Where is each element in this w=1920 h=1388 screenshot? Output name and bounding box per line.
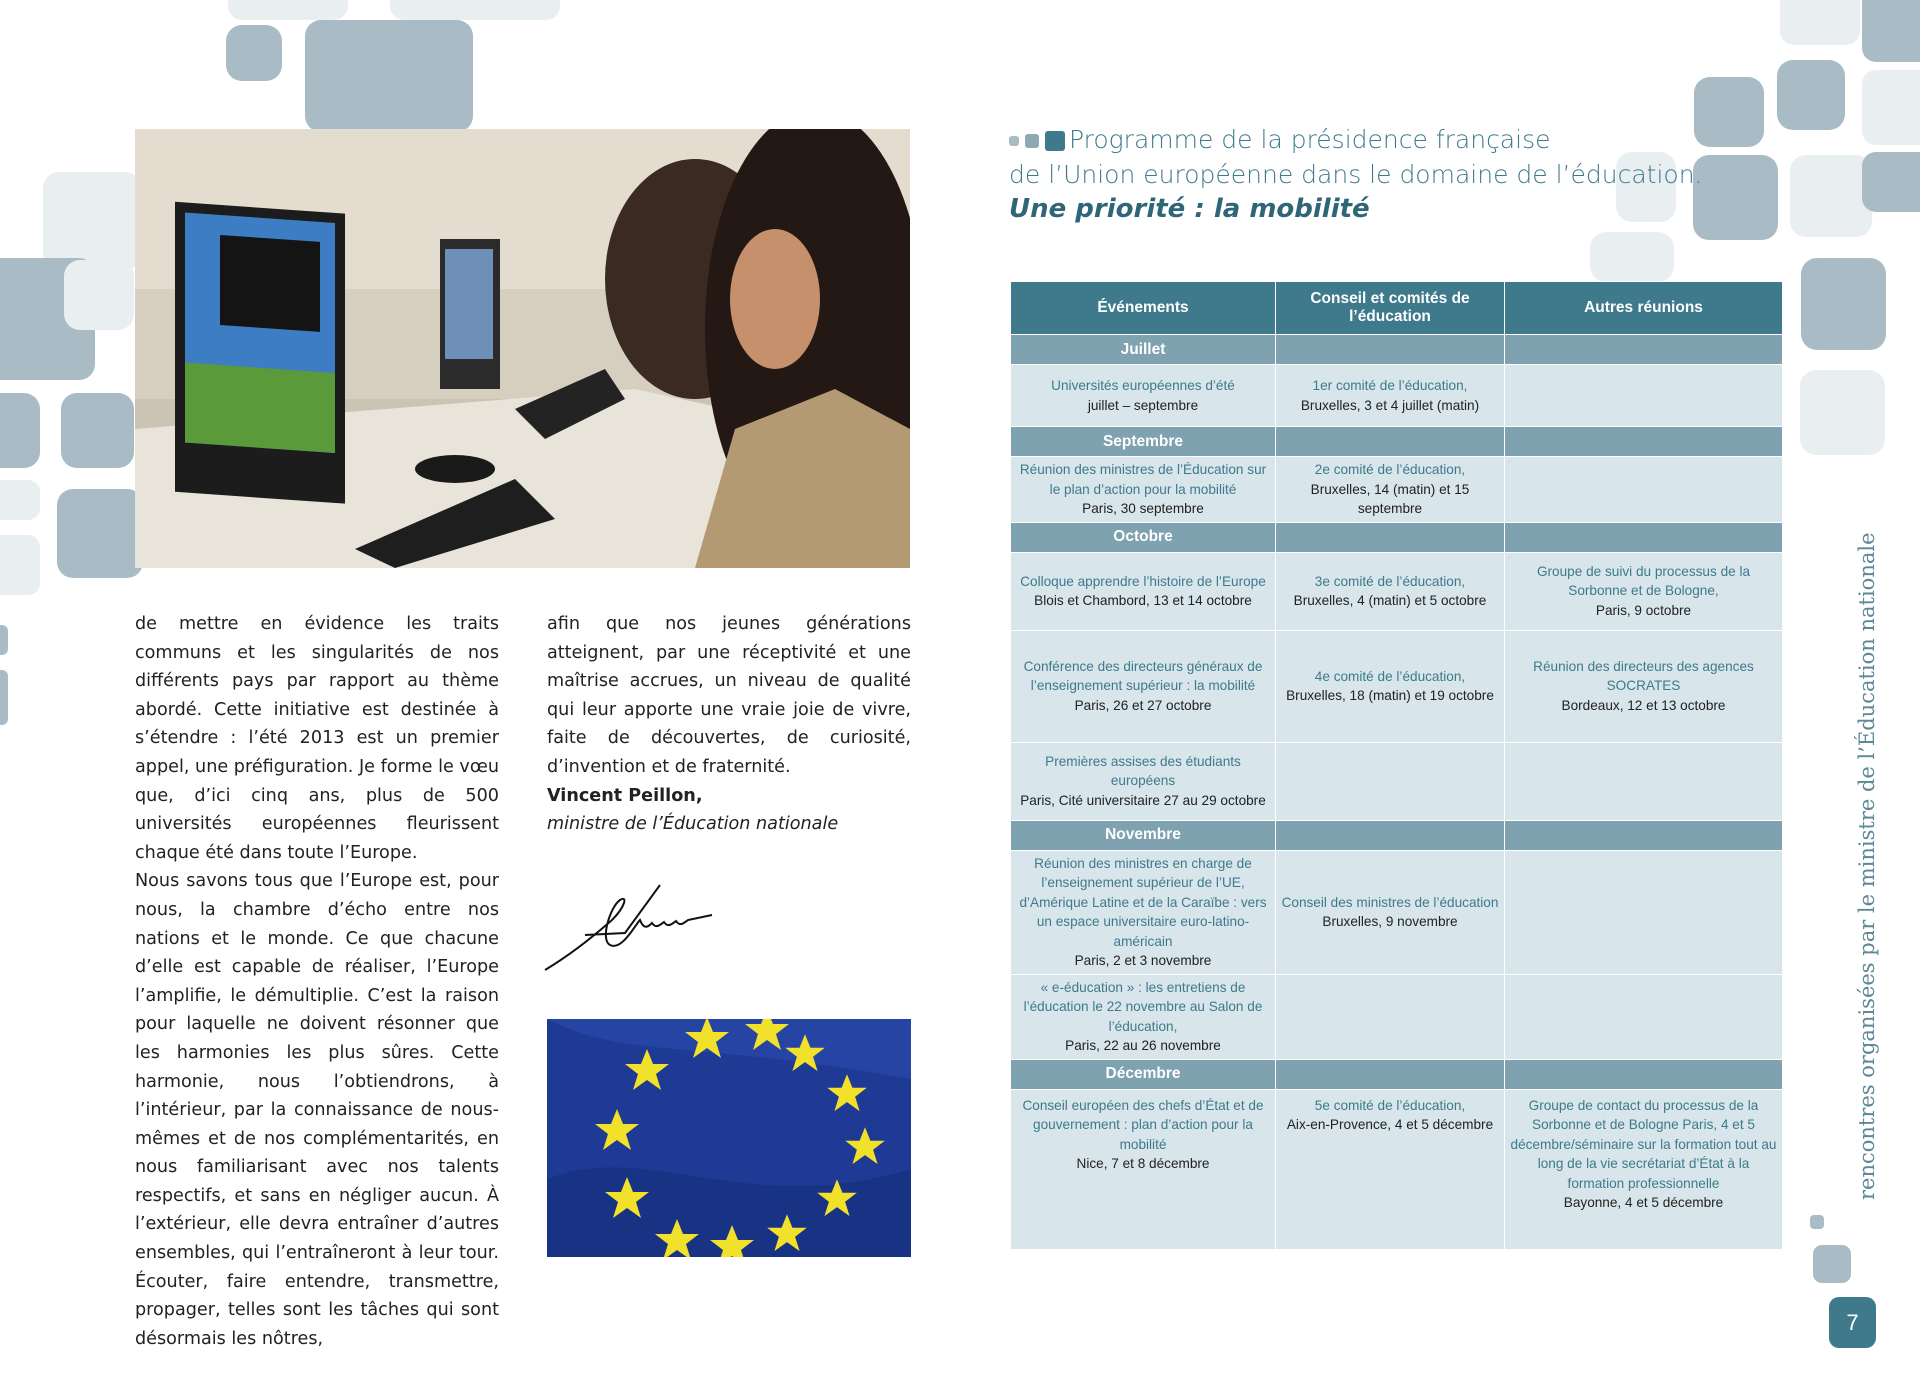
paragraph: de mettre en évidence les traits communs et les singularités de nos différents pays par rapport au thème abordé. Cette initiative est destinée à s’étendre : l’été 2013 est un premier appel, une préfiguration. Je forme le vœu que, d’ici cinq ans, plus de 500 universités européennes fleurissent chaque été dans toute l’Europe. <box>135 614 499 863</box>
table-cell <box>1505 850 1783 974</box>
month-label: Juillet <box>1011 335 1276 365</box>
table-cell <box>1276 1089 1505 1249</box>
month-row <box>1011 427 1783 457</box>
table-row <box>1011 1089 1783 1249</box>
table-cell <box>1011 850 1276 974</box>
table-cell <box>1276 522 1505 552</box>
table-cell <box>1011 365 1276 427</box>
table-cell <box>1276 630 1505 742</box>
cell-text-description: Conseil des ministres de l’éducation <box>1281 894 1499 910</box>
table-cell <box>1505 522 1783 552</box>
cell-text-place-date: Blois et Chambord, 13 et 14 octobre <box>1034 593 1252 608</box>
table-cell <box>1276 552 1505 630</box>
cell-text-description: Premières assises des étudiants européens <box>1045 753 1241 789</box>
paragraph: Nous savons tous que l’Europe est, pour nous, la chambre d’écho entre nos nations et le monde. Ce que chacune d’elle est capable de réaliser, l’Europe l’amplifie, le démultiplie. C’est la raison pour laquelle ne doivent résonner que les harmonies les plus sûres. Cette harmonie, nous l’obtiendrons, à l’intérieur, par la connaissance de nous-mêmes et de nos complémentarités, en nous familiarisant avec nos talents respectifs, et sans en négliger aucun. À l’extérieur, elle devra entraîner d’autres ensembles, qui l’entraîneront à leur tour. Écouter, faire entendre, transmettre, propager, telles sont les tâches qui sont désormais les nôtres, <box>135 871 499 1349</box>
table-cell <box>1011 457 1276 523</box>
cell-text-place-date: Bordeaux, 12 et 13 octobre <box>1561 697 1726 713</box>
cell-text-description: Colloque apprendre l’histoire de l’Europe <box>1020 573 1266 589</box>
month-row <box>1011 820 1783 850</box>
table-row <box>1011 850 1783 974</box>
table-cell <box>1505 820 1783 850</box>
cell-text-place-date: Nice, 7 et 8 décembre <box>1076 1156 1210 1171</box>
program-table <box>1010 281 1783 1250</box>
table-row <box>1011 365 1783 427</box>
table-row <box>1011 974 1783 1059</box>
square-bullet-icon <box>1045 131 1065 151</box>
table-cell <box>1276 974 1505 1059</box>
cell-text-place-date: Paris, 2 et 3 novembre <box>1074 953 1212 968</box>
heading-line-2: de l’Union européenne dans le domaine de l’éducation. <box>1009 160 1703 189</box>
table-cell <box>1505 552 1783 630</box>
table-cell <box>1505 1059 1783 1089</box>
page-number: 7 <box>1829 1297 1876 1348</box>
table-cell <box>1276 335 1505 365</box>
month-row <box>1011 335 1783 365</box>
table-cell <box>1011 630 1276 742</box>
table-row <box>1011 457 1783 523</box>
cell-text-description: Réunion des ministres de l’Éducation sur le plan d’action pour la mobilité <box>1019 462 1267 497</box>
table-cell <box>1505 335 1783 365</box>
body-text-left-column <box>135 610 499 1353</box>
cell-text-place-date: Paris, Cité universitaire 27 au 29 octobre <box>1020 792 1266 808</box>
table-cell <box>1505 457 1783 523</box>
cell-text-description: 4e comité de l’éducation, <box>1314 668 1466 684</box>
cell-text-description: Conférence des directeurs généraux de l’enseignement supérieur : la mobilité <box>1023 658 1263 694</box>
table-cell <box>1276 365 1505 427</box>
cell-text-description: 5e comité de l’éducation, <box>1314 1097 1466 1113</box>
table-cell <box>1276 850 1505 974</box>
cell-text-description: 1er comité de l’éducation, <box>1312 378 1468 393</box>
table-cell <box>1505 974 1783 1059</box>
cell-text-description: 3e comité de l’éducation, <box>1314 573 1466 589</box>
cell-text-description: 2e comité de l’éducation, <box>1314 462 1466 477</box>
heading-subtitle: Une priorité : la mobilité <box>1009 194 1370 224</box>
table-cell <box>1505 1089 1783 1249</box>
month-row <box>1011 522 1783 552</box>
cell-text-place-date: Bruxelles, 9 novembre <box>1322 914 1458 929</box>
cell-text-description: « e-éducation » : les entretiens de l’éducation le 22 novembre au Salon de l’éducation, <box>1023 979 1263 1034</box>
section-heading <box>1009 122 1729 227</box>
table-cell <box>1276 1059 1505 1089</box>
cell-text-description: Conseil européen des chefs d’État et de gouvernement : plan d’action pour la mobilité <box>1022 1097 1264 1152</box>
table-row <box>1011 552 1783 630</box>
cell-text-place-date: Bruxelles, 3 et 4 juillet (matin) <box>1300 397 1480 413</box>
body-text-right-column <box>547 610 911 839</box>
students-computer-photo <box>135 129 910 568</box>
cell-text-place-date: juillet – septembre <box>1087 397 1199 413</box>
month-label: Octobre <box>1011 522 1276 552</box>
cell-text-place-date: Paris, 9 octobre <box>1595 602 1692 618</box>
running-footer-vertical: rencontres organisées par le ministre de l’Éducation nationale <box>1855 532 1879 1200</box>
column-header-events: Événements <box>1011 282 1276 335</box>
cell-text-description: Réunion des directeurs des agences SOCRATES <box>1533 658 1754 694</box>
cell-text-description: Groupe de suivi du processus de la Sorbonne et de Bologne, <box>1536 563 1751 599</box>
cell-text-place-date: Paris, 30 septembre <box>1082 501 1204 516</box>
table-cell <box>1505 742 1783 820</box>
month-label: Décembre <box>1011 1059 1276 1089</box>
signatory-name: Vincent Peillon, <box>547 785 703 806</box>
heading-text: Programme de la présidence française <box>1069 125 1551 154</box>
table-row <box>1011 742 1783 820</box>
heading-line-1 <box>1009 122 1729 157</box>
table-cell <box>1011 974 1276 1059</box>
table-row <box>1011 630 1783 742</box>
table-cell <box>1505 630 1783 742</box>
cell-text-place-date: Bruxelles, 4 (matin) et 5 octobre <box>1293 593 1487 608</box>
cell-text-place-date: Paris, 26 et 27 octobre <box>1074 697 1212 713</box>
month-row <box>1011 1059 1783 1089</box>
cell-text-place-date: Bruxelles, 18 (matin) et 19 octobre <box>1286 688 1494 703</box>
cell-text-place-date: Aix-en-Provence, 4 et 5 décembre <box>1286 1117 1494 1132</box>
month-label: Novembre <box>1011 820 1276 850</box>
cell-text-place-date: Paris, 22 au 26 novembre <box>1065 1038 1221 1053</box>
paragraph: afin que nos jeunes générations atteignent, par une réceptivité et une maîtrise accrues, un niveau de qualité qui leur apporte une vraie joie de vivre, faite de découvertes, de curiosité, d’invention et de fraternité. <box>547 614 911 777</box>
cell-text-place-date: Bayonne, 4 et 5 décembre <box>1563 1195 1724 1210</box>
cell-text-description: Universités européennes d’été <box>1051 378 1235 393</box>
month-label: Septembre <box>1011 427 1276 457</box>
signatory-title: ministre de l’Éducation nationale <box>547 814 839 835</box>
table-cell <box>1011 742 1276 820</box>
table-header-row <box>1011 282 1783 335</box>
cell-text-description: Groupe de contact du processus de la Sorbonne et de Bologne Paris, 4 et 5 décembre/séminaire sur la formation tout au long de la vie secrétariat d’État à la formation professionnelle <box>1510 1097 1777 1191</box>
table-cell <box>1276 457 1505 523</box>
table-cell <box>1011 1089 1276 1249</box>
table-cell <box>1505 427 1783 457</box>
square-bullet-icon <box>1025 134 1039 148</box>
table-cell <box>1276 820 1505 850</box>
table-cell <box>1276 427 1505 457</box>
column-header-council: Conseil et comités de l’éducation <box>1276 282 1505 335</box>
cell-text-description: Réunion des ministres en charge de l’enseignement supérieur de l’UE, d’Amérique Latine et de la Caraïbe : vers un espace universitaire euro-latino-américain <box>1019 855 1267 949</box>
table-cell <box>1505 365 1783 427</box>
table-cell <box>1011 552 1276 630</box>
square-bullet-icon <box>1009 136 1019 146</box>
table-cell <box>1276 742 1505 820</box>
column-header-other: Autres réunions <box>1505 282 1783 335</box>
eu-flag-photo <box>547 1019 911 1257</box>
handwritten-signature <box>540 865 720 975</box>
cell-text-place-date: Bruxelles, 14 (matin) et 15 septembre <box>1310 481 1470 516</box>
